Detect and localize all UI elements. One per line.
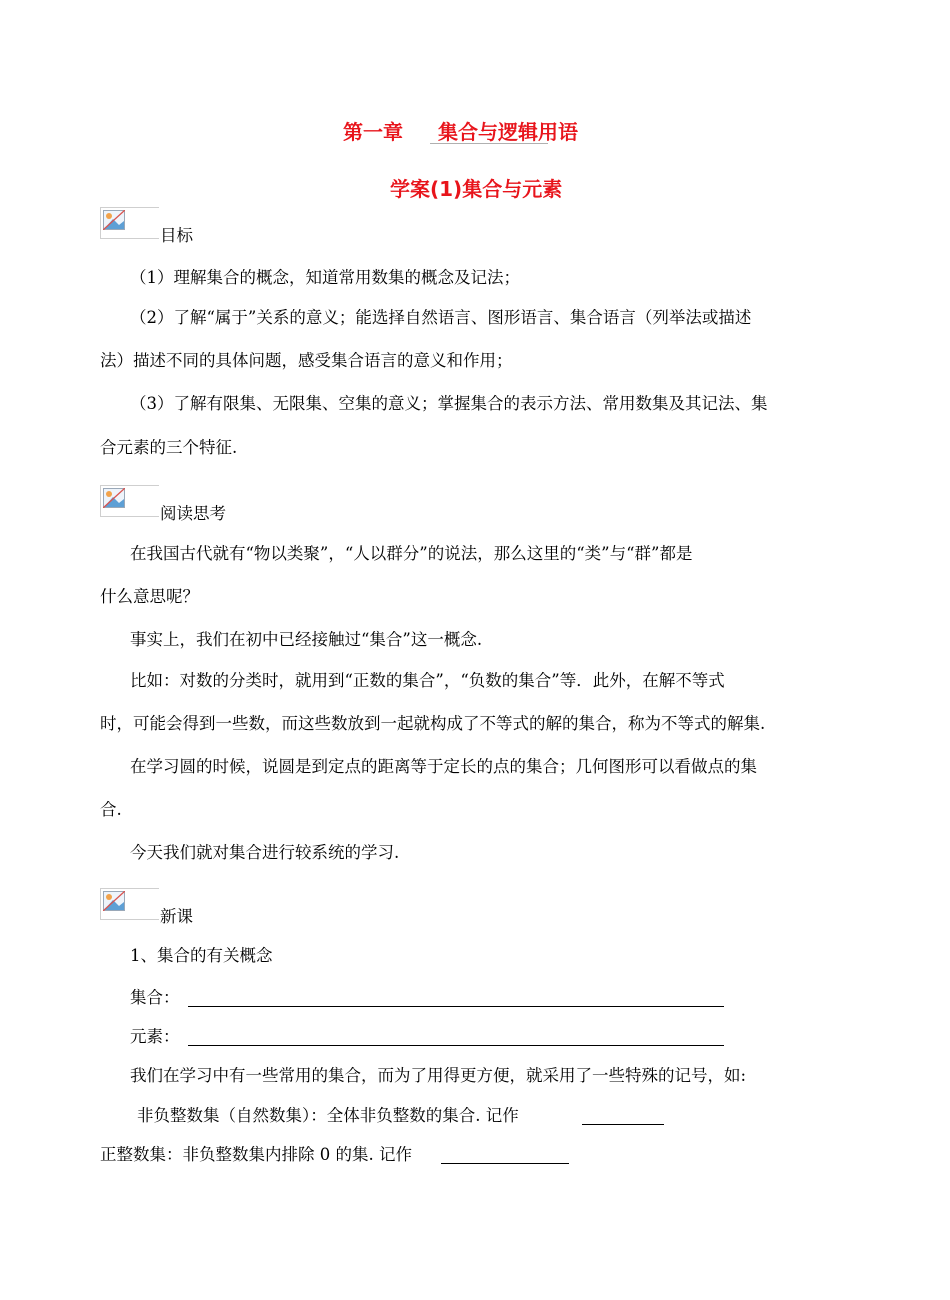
chapter-number: 第一章 [343, 120, 403, 144]
positive-integers-line: 正整数集：非负整数集内排除 0 的集. 记作 [100, 1145, 412, 1164]
section-heading-goals: 目标 [160, 226, 193, 245]
positive-integers-blank[interactable] [441, 1163, 569, 1164]
notation-intro: 我们在学习中有一些常用的集合，而为了用得更方便，就采用了一些特殊的记号，如: [130, 1066, 747, 1085]
reading-line-8: 今天我们就对集合进行较系统的学习. [130, 843, 400, 862]
section-heading-new-lesson: 新课 [160, 907, 193, 926]
reading-line-2: 什么意思呢？ [100, 587, 199, 606]
lesson-title: 学案(1)集合与元素 [390, 177, 563, 201]
goal-item-2-cont: 法）描述不同的具体问题，感受集合语言的意义和作用； [100, 351, 513, 370]
set-label: 集合： [130, 988, 180, 1007]
element-label: 元素： [130, 1027, 180, 1046]
concept-subheading: 1、集合的有关概念 [130, 946, 273, 965]
section-heading-reading: 阅读思考 [160, 504, 226, 523]
natural-numbers-blank[interactable] [582, 1124, 664, 1125]
reading-line-3: 事实上，我们在初中已经接触过“集合”这一概念. [130, 630, 483, 649]
element-definition-blank[interactable] [188, 1045, 724, 1046]
reading-line-4: 比如：对数的分类时，就用到“正数的集合”，“负数的集合”等．此外，在解不等式 [130, 671, 725, 690]
reading-line-7: 合. [100, 800, 122, 819]
goal-item-3: （3）了解有限集、无限集、空集的意义；掌握集合的表示方法、常用数集及其记法、集 [130, 394, 768, 413]
reading-line-1: 在我国古代就有“物以类聚”，“人以群分”的说法，那么这里的“类”与“群”都是 [130, 544, 693, 563]
natural-numbers-line: 非负整数集（自然数集）：全体非负整数的集合. 记作 [137, 1106, 519, 1125]
broken-image-icon [100, 207, 159, 239]
broken-image-icon [100, 485, 159, 517]
goal-item-2: （2）了解“属于”关系的意义；能选择自然语言、图形语言、集合语言（列举法或描述 [130, 308, 752, 327]
reading-line-5: 时，可能会得到一些数，而这些数放到一起就构成了不等式的解的集合，称为不等式的解集. [100, 714, 766, 733]
broken-image-icon [100, 888, 159, 920]
set-definition-blank[interactable] [188, 1006, 724, 1007]
goal-item-3-cont: 合元素的三个特征. [100, 438, 238, 457]
reading-line-6: 在学习圆的时候，说圆是到定点的距离等于定长的点的集合；几何图形可以看做点的集 [130, 757, 757, 776]
goal-item-1: （1）理解集合的概念，知道常用数集的概念及记法； [130, 268, 520, 287]
title-underline [430, 143, 548, 144]
chapter-title: 集合与逻辑用语 [438, 120, 578, 144]
